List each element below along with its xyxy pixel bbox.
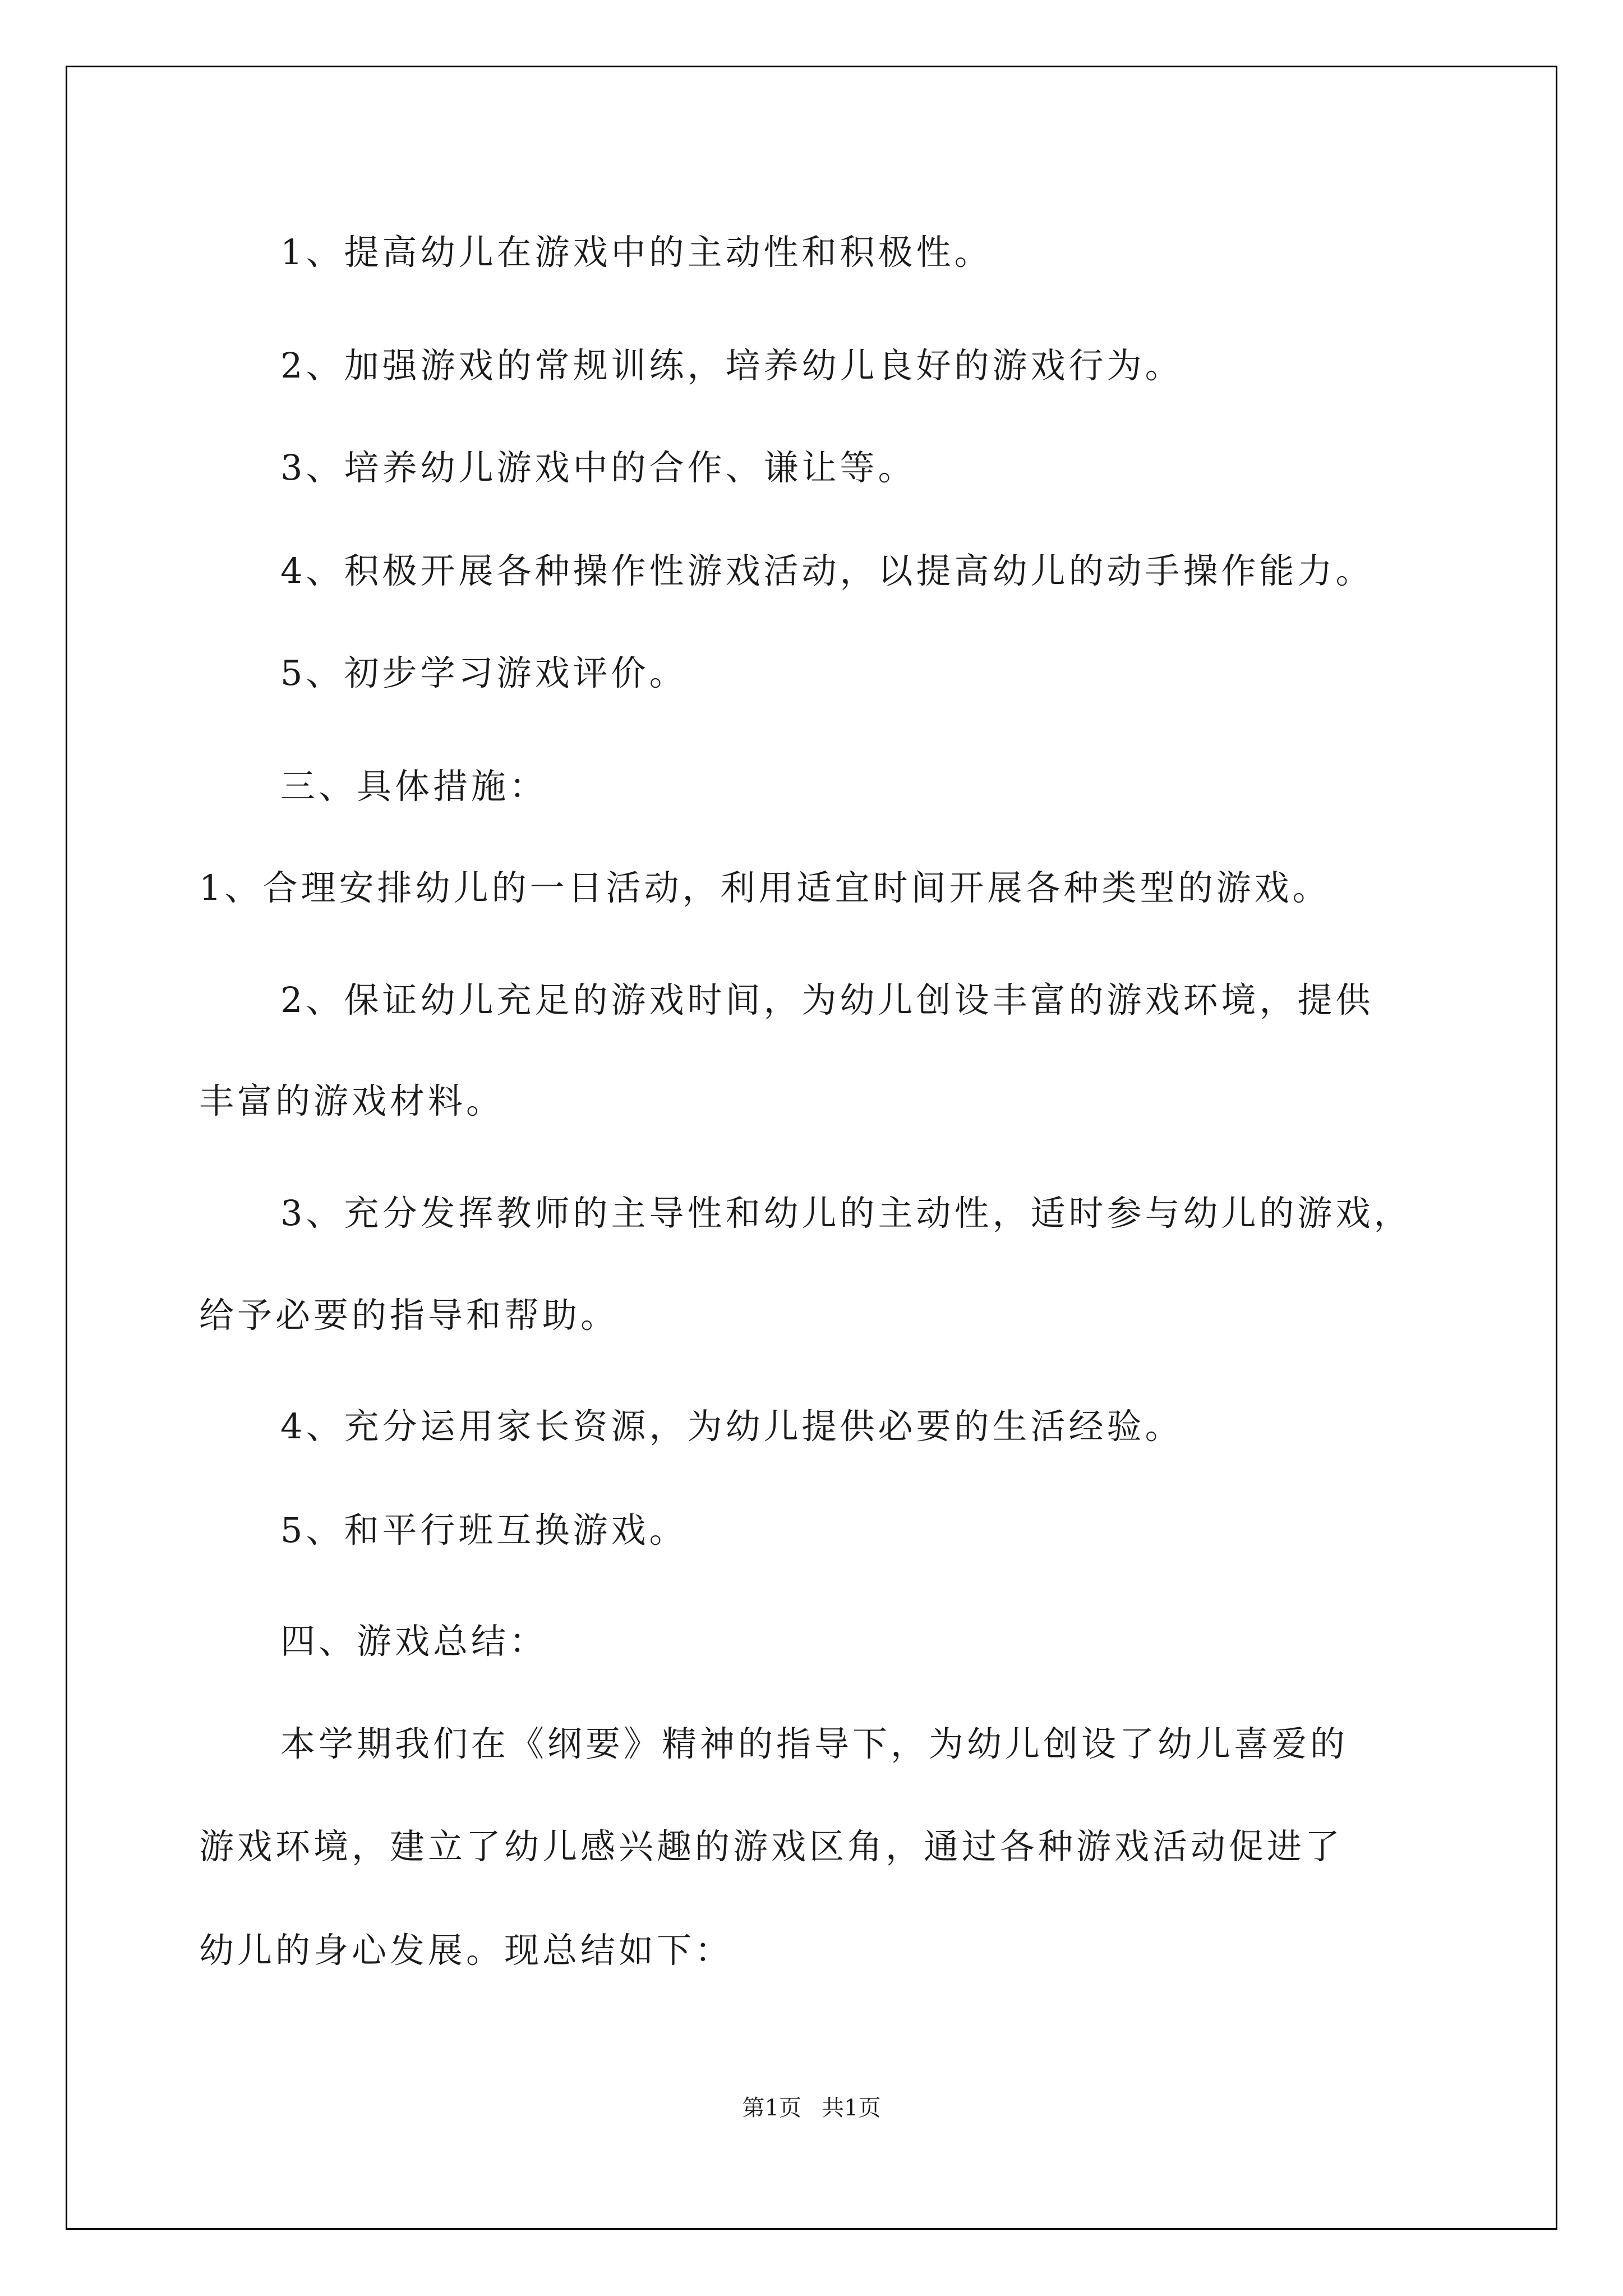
goal-item-2: 2、加强游戏的常规训练，培养幼儿良好的游戏行为。 xyxy=(280,345,1183,386)
summary-paragraph-line-3: 幼儿的身心发展。现总结如下： xyxy=(199,1930,734,1971)
summary-paragraph-line-2: 游戏环境，建立了幼儿感兴趣的游戏区角，通过各种游戏活动促进了 xyxy=(199,1826,1344,1867)
section-heading-summary: 四、游戏总结： xyxy=(280,1621,548,1662)
measure-item-4: 4、充分运用家长资源，为幼儿提供必要的生活经验。 xyxy=(280,1406,1183,1447)
measure-item-5: 5、和平行班互换游戏。 xyxy=(280,1510,688,1550)
goal-item-1: 1、提高幼儿在游戏中的主动性和积极性。 xyxy=(280,232,993,273)
page-number: 第1页 xyxy=(742,2095,801,2121)
page-total: 共1页 xyxy=(822,2095,881,2121)
measure-item-3: 3、充分发挥教师的主导性和幼儿的主动性，适时参与幼儿的游戏， xyxy=(280,1193,1412,1234)
measure-item-3-continued: 给予必要的指导和帮助。 xyxy=(199,1295,619,1336)
summary-paragraph-line-1: 本学期我们在《纲要》精神的指导下，为幼儿创设了幼儿喜爱的 xyxy=(280,1723,1349,1764)
page-footer xyxy=(0,2094,1623,2122)
goal-item-4: 4、积极开展各种操作性游戏活动，以提高幼儿的动手操作能力。 xyxy=(280,550,1374,591)
goal-item-3: 3、培养幼儿游戏中的合作、谦让等。 xyxy=(280,447,916,488)
measure-item-2-continued: 丰富的游戏材料。 xyxy=(199,1080,505,1121)
section-heading-measures: 三、具体措施： xyxy=(280,766,548,807)
measure-item-2: 2、保证幼儿充足的游戏时间，为幼儿创设丰富的游戏环境，提供 xyxy=(280,979,1374,1020)
page-border xyxy=(66,66,1557,2230)
measure-item-1: 1、合理安排幼儿的一日活动，利用适宜时间开展各种类型的游戏。 xyxy=(199,867,1331,908)
goal-item-5: 5、初步学习游戏评价。 xyxy=(280,652,688,693)
